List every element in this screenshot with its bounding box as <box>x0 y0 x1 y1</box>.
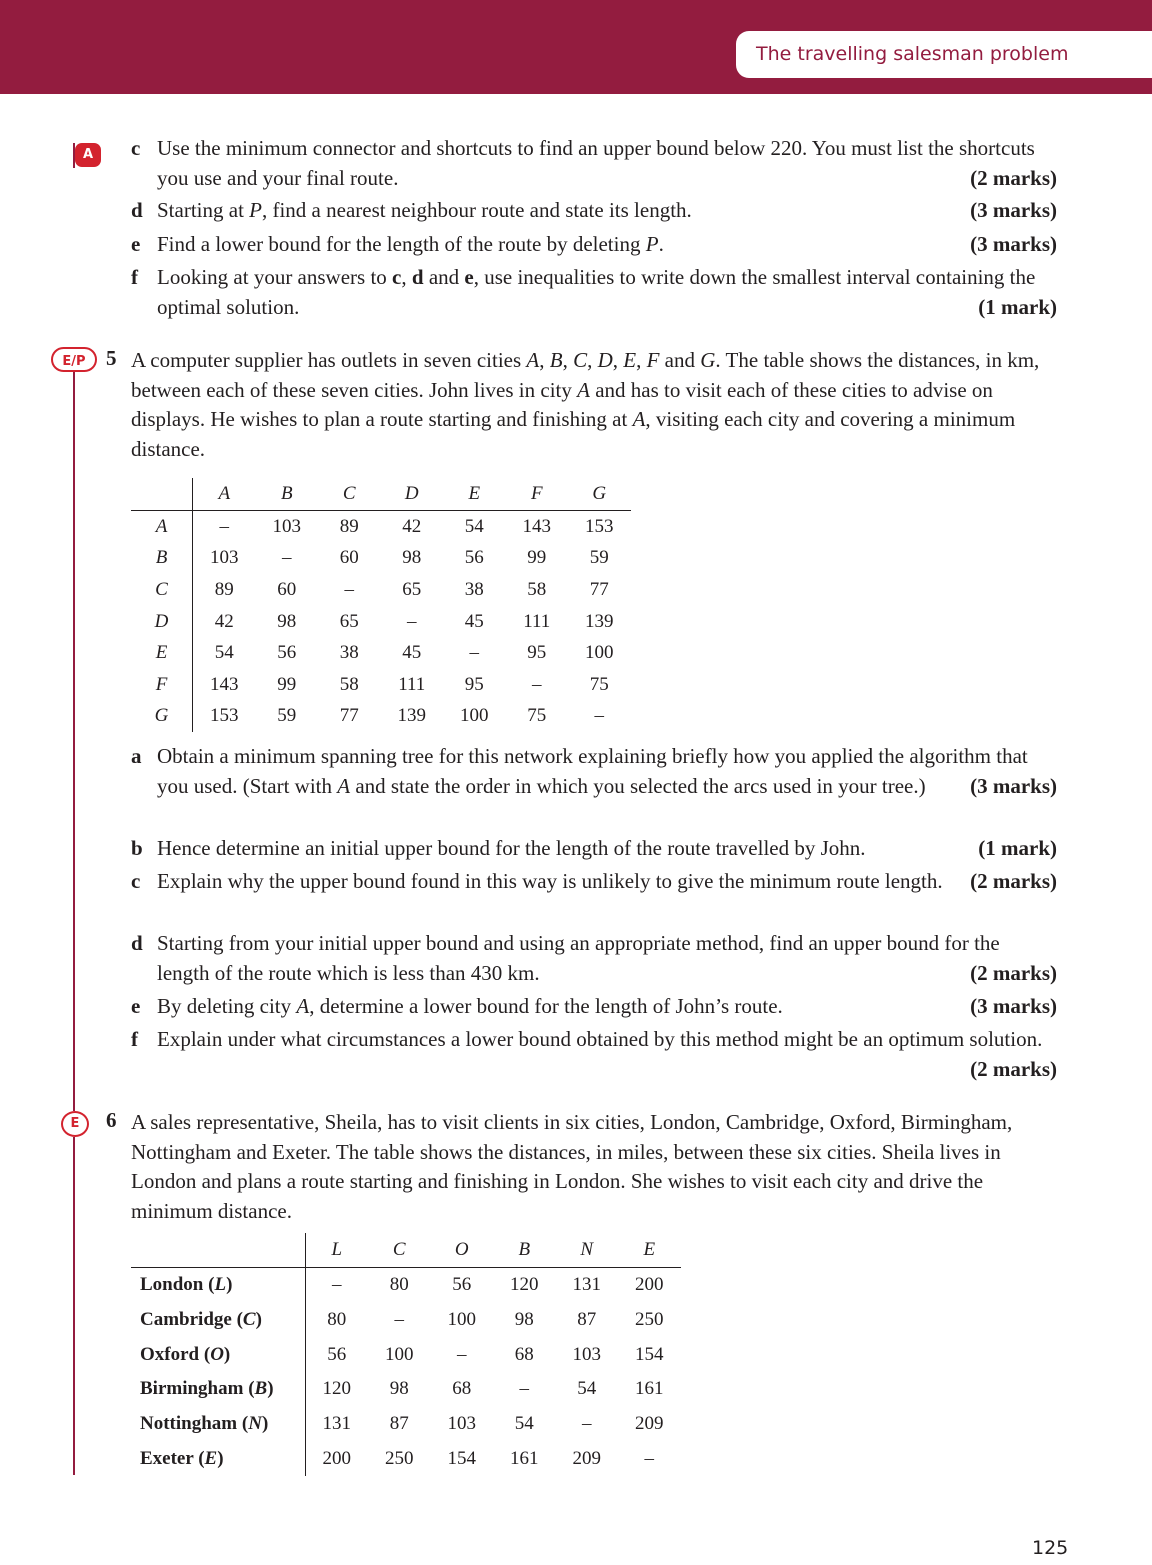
table-cell: – <box>457 1343 467 1365</box>
table-cell: 250 <box>635 1309 664 1331</box>
table-cell: 56 <box>452 1274 472 1296</box>
table-cell: 58 <box>339 673 359 695</box>
table-row <box>131 701 631 733</box>
badge-e: E <box>61 1111 89 1137</box>
table-cell: 98 <box>402 547 422 569</box>
badge-ep: E/P <box>51 347 97 372</box>
table-cell: 45 <box>464 610 484 632</box>
table-row <box>131 606 631 638</box>
q4-part-f: f Looking at your answers to c, d and e, use inequalities to write down the smallest interval containing the optimal solution. (1 mark) <box>131 265 1057 319</box>
table-cell: 54 <box>577 1378 597 1400</box>
table-cell: 80 <box>389 1274 409 1296</box>
table-row <box>131 669 631 701</box>
table-cell: – <box>469 642 479 664</box>
q4-part-e: e Find a lower bound for the length of the route by deleting P. (3 marks) <box>131 232 1057 256</box>
question-number: 6 <box>106 1108 117 1132</box>
row-header: Nottingham (N) <box>131 1407 305 1442</box>
table-cell: 161 <box>635 1378 664 1400</box>
row-header: C <box>131 574 193 606</box>
row-header: D <box>131 606 193 638</box>
row-header: A <box>131 511 193 543</box>
table-cell: 209 <box>635 1413 664 1435</box>
table-cell: 209 <box>572 1447 601 1469</box>
table-cell: 200 <box>322 1447 351 1469</box>
table-cell: 54 <box>514 1413 534 1435</box>
table-row <box>131 543 631 575</box>
table-row <box>131 637 631 669</box>
table-cell: 99 <box>277 673 297 695</box>
table-cell: 87 <box>577 1309 597 1331</box>
table-cell: 154 <box>635 1343 664 1365</box>
table-cell: 65 <box>402 578 422 600</box>
table-cell: 161 <box>510 1447 539 1469</box>
table-cell: 103 <box>572 1343 601 1365</box>
q5-part-d: d Starting from your initial upper bound and using an appropriate method, find an upper bound for the length of the route which is less than 430 km. (2 marks) <box>131 931 1057 985</box>
table-cell: 59 <box>277 705 297 727</box>
table-row <box>131 1372 681 1407</box>
table-cell: 75 <box>527 705 547 727</box>
table-cell: 139 <box>397 705 426 727</box>
col-header: F <box>506 478 569 511</box>
table-cell: – <box>407 610 417 632</box>
col-header: C <box>318 478 381 511</box>
table-cell: 89 <box>214 578 234 600</box>
table-cell: 131 <box>572 1274 601 1296</box>
table-cell: 68 <box>514 1343 534 1365</box>
table-cell: 56 <box>464 547 484 569</box>
margin-rule <box>73 372 75 1111</box>
table-cell: 98 <box>389 1378 409 1400</box>
table-cell: 111 <box>398 673 426 695</box>
table-cell: – <box>644 1447 654 1469</box>
row-header: G <box>131 701 193 733</box>
table-cell: – <box>282 547 292 569</box>
question-number: 5 <box>106 346 117 370</box>
col-header: C <box>368 1233 431 1268</box>
q5-part-a: a Obtain a minimum spanning tree for this network explaining briefly how you applied the algorithm that you used. (Start with A and state the order in which you selected the arcs used in your tree.) (3 marks) <box>131 744 1057 798</box>
table-cell: 100 <box>447 1309 476 1331</box>
table-row <box>131 1268 681 1303</box>
distance-table-miles <box>131 1233 681 1476</box>
table-cell: 45 <box>402 642 422 664</box>
table-cell: 98 <box>277 610 297 632</box>
table-cell: 103 <box>447 1413 476 1435</box>
table-cell: 59 <box>589 547 609 569</box>
chapter-title: The travelling salesman problem <box>736 31 1152 78</box>
table-cell: – <box>332 1274 342 1296</box>
row-header: London (L) <box>131 1268 305 1303</box>
table-cell: 120 <box>510 1274 539 1296</box>
table-cell: 56 <box>327 1343 347 1365</box>
col-header: N <box>556 1233 619 1268</box>
table-cell: 143 <box>210 673 239 695</box>
q5-part-c: c Explain why the upper bound found in this way is unlikely to give the minimum route length. (2 marks) <box>131 869 1057 893</box>
table-cell: 65 <box>339 610 359 632</box>
row-header: F <box>131 669 193 701</box>
table-cell: – <box>532 673 542 695</box>
table-row <box>131 574 631 606</box>
col-header: G <box>568 478 631 511</box>
table-cell: 80 <box>327 1309 347 1331</box>
table-cell: 250 <box>385 1447 414 1469</box>
table-cell: 100 <box>385 1343 414 1365</box>
table-cell: 99 <box>527 547 547 569</box>
row-header: Birmingham (B) <box>131 1372 305 1407</box>
q4-part-c: c Use the minimum connector and shortcuts to find an upper bound below 220. You must list the shortcuts you use and your final route. (2 marks) <box>131 136 1057 190</box>
table-cell: 54 <box>464 515 484 537</box>
row-header: E <box>131 637 193 669</box>
q5-intro: A computer supplier has outlets in seven cities A, B, C, D, E, F and G. The table shows the distances, in km, between each of these seven cities. John lives in city A and has to visit each of these cities to advise on displays. He wishes to plan a route starting and finishing at A, visiting each city and covering a minimum distance. <box>131 348 1040 461</box>
q5-part-b: b Hence determine an initial upper bound for the length of the route travelled by John. (1 mark) <box>131 836 1057 860</box>
table-cell: 153 <box>210 705 239 727</box>
table-cell: 120 <box>322 1378 351 1400</box>
table-cell: 87 <box>389 1413 409 1435</box>
row-header: Oxford (O) <box>131 1337 305 1372</box>
table-cell: – <box>344 578 354 600</box>
col-header: B <box>256 478 319 511</box>
col-header: D <box>381 478 444 511</box>
table-cell: 38 <box>464 578 484 600</box>
table-cell: 42 <box>214 610 234 632</box>
table-cell: 68 <box>452 1378 472 1400</box>
page-number: 125 <box>1032 1537 1069 1559</box>
table-cell: – <box>594 705 604 727</box>
margin-rule <box>73 1137 75 1475</box>
col-header: B <box>493 1233 556 1268</box>
table-cell: 56 <box>277 642 297 664</box>
col-header: E <box>443 478 506 511</box>
table-cell: 75 <box>589 673 609 695</box>
table-cell: 139 <box>585 610 614 632</box>
table-row <box>131 511 631 543</box>
table-cell: – <box>394 1309 404 1331</box>
table-cell: 77 <box>339 705 359 727</box>
table-row <box>131 1303 681 1338</box>
q6-intro: A sales representative, Sheila, has to visit clients in six cities, London, Cambridge, Oxford, Birmingham, Nottingham and Exeter. The table shows the distances, in miles, between these six cities. Sheila lives in London and plans a route starting and finishing in London. She wishes to visit each city and drive the minimum distance. <box>131 1110 1013 1223</box>
table-cell: – <box>519 1378 529 1400</box>
q4-part-d: d Starting at P, find a nearest neighbour route and state its length. (3 marks) <box>131 198 1057 222</box>
row-header: Exeter (E) <box>131 1441 305 1476</box>
distance-table-km <box>131 478 631 732</box>
table-cell: 111 <box>523 610 551 632</box>
table-row <box>131 1407 681 1442</box>
table-cell: 131 <box>322 1413 351 1435</box>
table-cell: 54 <box>214 642 234 664</box>
table-cell: 60 <box>339 547 359 569</box>
table-cell: 103 <box>210 547 239 569</box>
table-cell: 153 <box>585 515 614 537</box>
col-header: E <box>618 1233 681 1268</box>
table-cell: 103 <box>272 515 301 537</box>
table-cell: – <box>219 515 229 537</box>
q5-part-e: e By deleting city A, determine a lower bound for the length of John’s route. (3 marks) <box>131 994 1057 1018</box>
table-cell: 89 <box>339 515 359 537</box>
table-cell: 200 <box>635 1274 664 1296</box>
table-cell: – <box>582 1413 592 1435</box>
table-cell: 95 <box>527 642 547 664</box>
table-cell: 77 <box>589 578 609 600</box>
row-header: Cambridge (C) <box>131 1303 305 1338</box>
q5-part-f: f Explain under what circumstances a lower bound obtained by this method might be an optimum solution. (2 marks) <box>131 1027 1057 1081</box>
col-header: L <box>305 1233 368 1268</box>
table-cell: 100 <box>460 705 489 727</box>
table-cell: 100 <box>585 642 614 664</box>
table-cell: 58 <box>527 578 547 600</box>
table-cell: 154 <box>447 1447 476 1469</box>
table-cell: 98 <box>514 1309 534 1331</box>
badge-a: A <box>75 143 101 167</box>
table-cell: 95 <box>464 673 484 695</box>
table-cell: 38 <box>339 642 359 664</box>
col-header: O <box>431 1233 494 1268</box>
table-row <box>131 1441 681 1476</box>
col-header: A <box>193 478 256 511</box>
table-cell: 42 <box>402 515 422 537</box>
table-row <box>131 1337 681 1372</box>
row-header: B <box>131 543 193 575</box>
table-cell: 60 <box>277 578 297 600</box>
table-cell: 143 <box>522 515 551 537</box>
